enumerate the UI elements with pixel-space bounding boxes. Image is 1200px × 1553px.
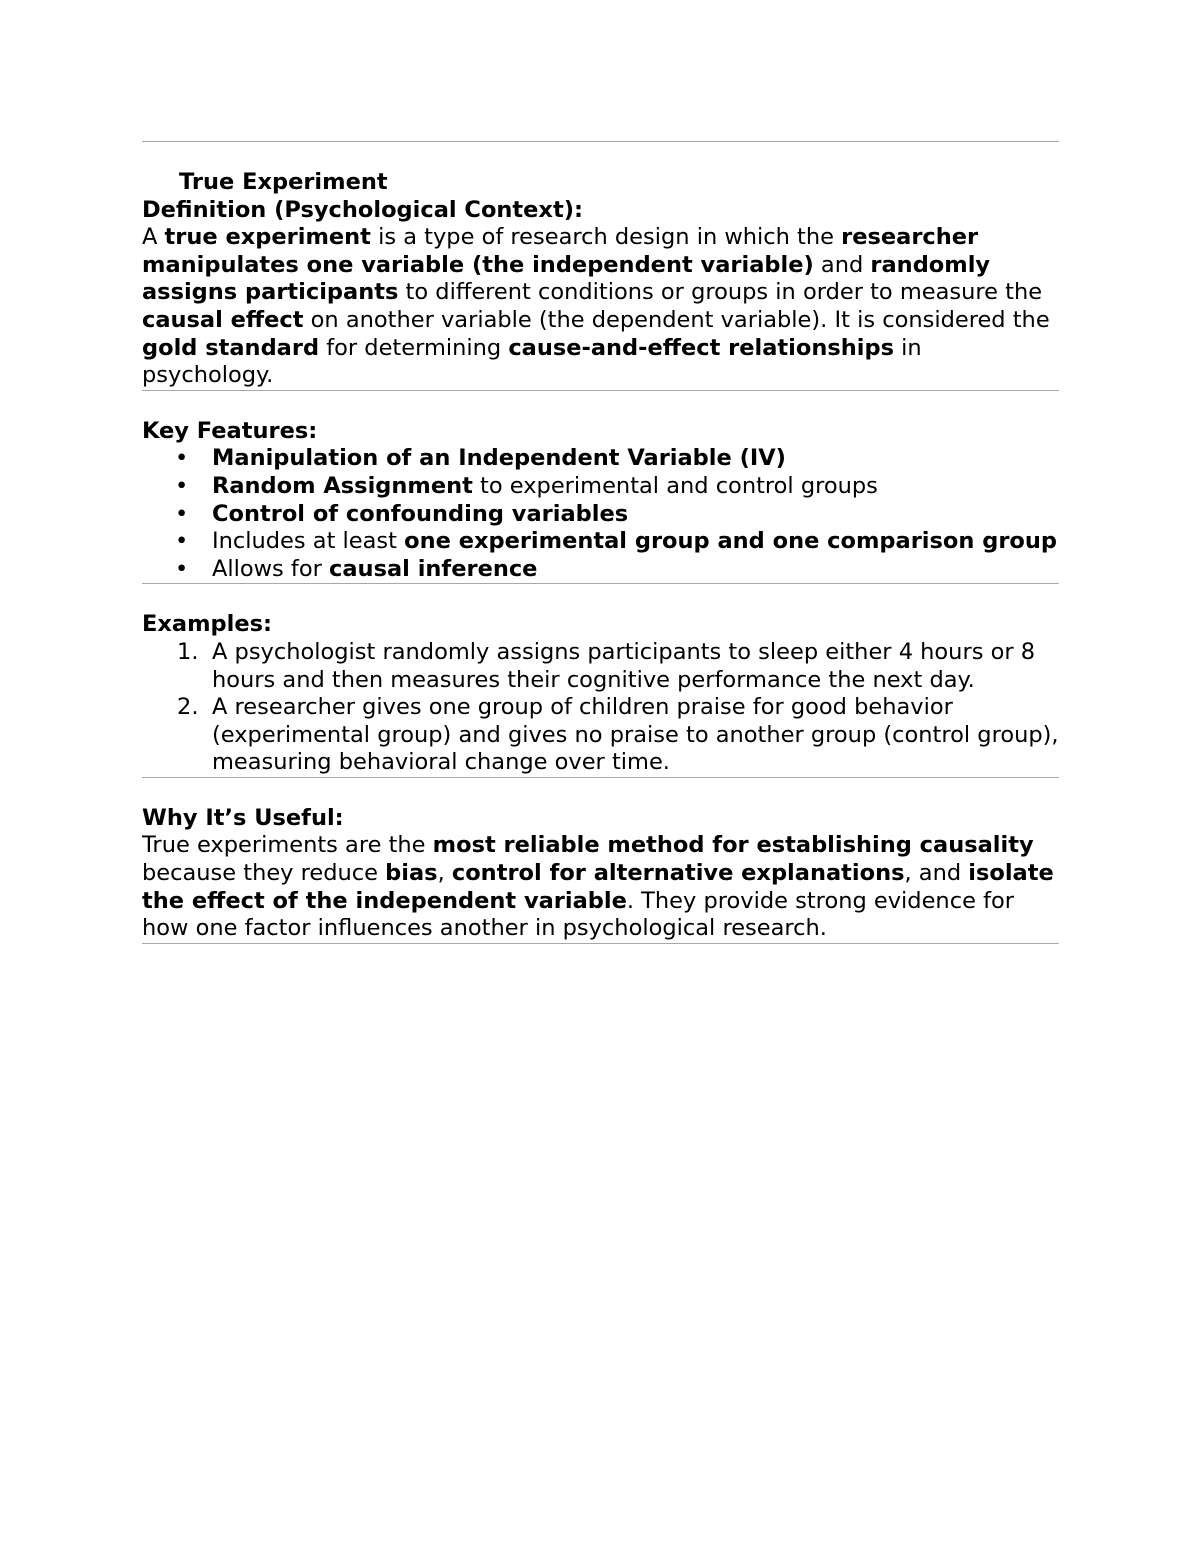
list-item-text bbox=[212, 501, 628, 527]
definition-paragraph bbox=[142, 224, 1059, 390]
bullet-icon: • bbox=[175, 555, 189, 582]
list-item-text bbox=[212, 556, 537, 582]
text-run: is a type of research design in which the bbox=[370, 224, 842, 251]
bold-text-run: isolate the effect of the independent variable bbox=[142, 860, 1054, 914]
text-run: , and bbox=[904, 860, 969, 887]
bold-text-run: cause-and-effect relationships bbox=[508, 334, 894, 361]
text-run: . They provide strong evidence for how one factor influences another in psychological research. bbox=[142, 887, 1015, 942]
text-run: for determining bbox=[319, 334, 509, 361]
list-number: 1. bbox=[177, 638, 199, 665]
definition-section bbox=[142, 169, 1059, 390]
document-title: True Experiment bbox=[179, 169, 388, 195]
bold-text-run: Random Assignment bbox=[212, 472, 473, 499]
text-run: A bbox=[142, 224, 165, 251]
bold-text-run: gold standard bbox=[142, 334, 320, 361]
bold-text-run: causal effect bbox=[142, 306, 304, 333]
bold-text-run: researcher manipulates one variable (the independent variable) bbox=[142, 224, 979, 278]
list-item bbox=[142, 445, 1059, 473]
bold-text-run: control for alternative explanations bbox=[451, 860, 905, 887]
bullet-icon: • bbox=[175, 445, 189, 472]
text-run: to different conditions or groups in order to measure the bbox=[398, 279, 1043, 306]
horizontal-rule bbox=[142, 390, 1059, 391]
bold-text-run: true experiment bbox=[164, 224, 371, 251]
key-features-section bbox=[142, 418, 1059, 584]
text-run: and bbox=[813, 251, 871, 278]
text-run: on another variable (the dependent variable). It is considered the bbox=[303, 306, 1050, 333]
bold-text-run: bias bbox=[385, 860, 438, 887]
bold-text-run: one experimental group and one comparison group bbox=[404, 528, 1057, 555]
text-run: Includes at least bbox=[212, 528, 405, 555]
bullet-icon: • bbox=[175, 472, 189, 499]
list-item-text: A researcher gives one group of children praise for good behavior (experimental group) and gives no praise to another group (control group), measuring behavioral change over time. bbox=[212, 694, 1059, 776]
bold-text-run: Manipulation of an Independent Variable (IV) bbox=[212, 445, 786, 472]
list-item bbox=[142, 501, 1059, 529]
list-item bbox=[142, 556, 1059, 584]
list-item-text: A psychologist randomly assigns participants to sleep either 4 hours or 8 hours and then measures their cognitive performance the next day. bbox=[212, 638, 1036, 693]
text-run: , bbox=[437, 860, 452, 887]
bold-text-run: causal inference bbox=[329, 555, 538, 582]
key-features-list bbox=[142, 445, 1059, 583]
text-run: to experimental and control groups bbox=[472, 472, 878, 499]
usefulness-section bbox=[142, 805, 1059, 943]
list-item bbox=[142, 528, 1059, 556]
bullet-icon: • bbox=[175, 528, 189, 555]
list-item bbox=[142, 473, 1059, 501]
list-item-text bbox=[212, 445, 786, 471]
text-run: Allows for bbox=[212, 555, 330, 582]
key-features-heading: Key Features: bbox=[142, 417, 318, 444]
list-item bbox=[142, 639, 1059, 694]
horizontal-rule bbox=[142, 141, 1059, 142]
definition-heading: Definition (Psychological Context): bbox=[142, 196, 583, 223]
text-run: in psychology. bbox=[142, 334, 922, 389]
bullet-icon: • bbox=[175, 500, 189, 527]
text-run: True experiments are the bbox=[142, 832, 433, 859]
list-number: 2. bbox=[177, 694, 199, 721]
examples-heading: Examples: bbox=[142, 611, 272, 638]
usefulness-paragraph bbox=[142, 832, 1059, 942]
horizontal-rule bbox=[142, 583, 1059, 584]
examples-list bbox=[142, 639, 1059, 777]
text-run: because they reduce bbox=[142, 860, 386, 887]
bold-text-run: most reliable method for establishing causality bbox=[432, 832, 1034, 859]
usefulness-heading: Why It’s Useful: bbox=[142, 804, 344, 831]
horizontal-rule bbox=[142, 943, 1059, 944]
examples-section bbox=[142, 611, 1059, 777]
list-item-text bbox=[212, 473, 878, 499]
horizontal-rule bbox=[142, 777, 1059, 778]
list-item-text bbox=[212, 528, 1057, 554]
bold-text-run: randomly assigns participants bbox=[142, 251, 991, 306]
bold-text-run: Control of confounding variables bbox=[212, 500, 629, 527]
list-item bbox=[142, 694, 1059, 777]
document-page bbox=[142, 0, 1059, 944]
